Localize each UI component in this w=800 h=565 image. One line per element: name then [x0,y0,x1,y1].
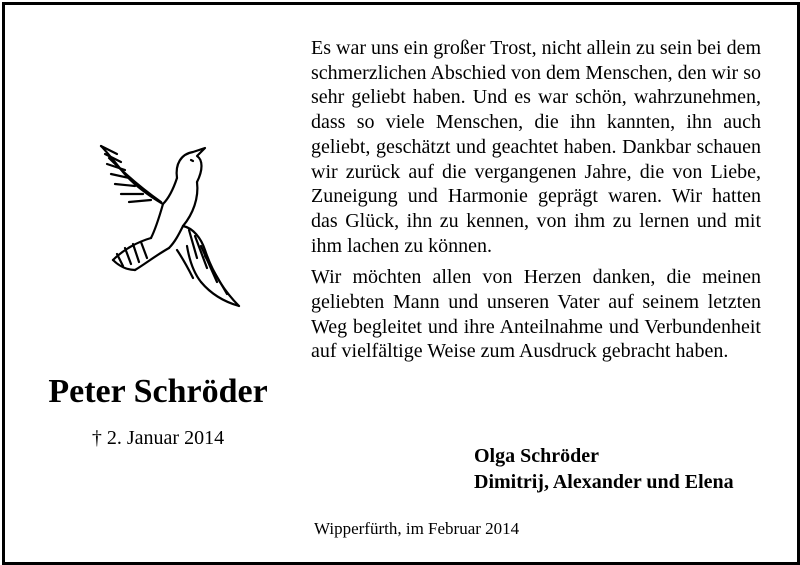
message-paragraph-2: Wir möchten allen von Herzen danken, die meinen geliebten Mann und unseren Vater auf seinem letzten Weg begleitet und ihre Anteilnahme und Verbundenheit auf vielfältige Weise zum Ausdruck gebracht haben. [311,266,761,363]
obituary-card [2,2,800,565]
death-date: † 2. Januar 2014 [91,427,225,449]
message-text [311,36,761,364]
dove-icon [93,138,245,310]
signature-line-1: Olga Schröder [474,445,599,467]
signature [474,443,734,495]
deceased-name: Peter Schröder [48,373,268,410]
place-date: Wipperfürth, im Februar 2014 [314,519,520,538]
message-paragraph-1: Es war uns ein großer Trost, nicht allein zu sein bei dem schmerzlichen Abschied von dem Menschen, den wir so sehr geliebt haben. Und es war schön, wahrzunehmen, dass so viele Menschen, die ihn kannten, ihn auch geliebt, geschätzt und geachtet haben. Dankbar schauen wir zurück auf die vergangenen Jahre, die von Liebe, Zuneigung und Harmonie geprägt waren. Wir hatten das Glück, ihn zu kennen, von ihm zu lernen und mit ihm lachen zu können. [311,37,761,257]
signature-line-2: Dimitrij, Alexander und Elena [474,471,734,493]
